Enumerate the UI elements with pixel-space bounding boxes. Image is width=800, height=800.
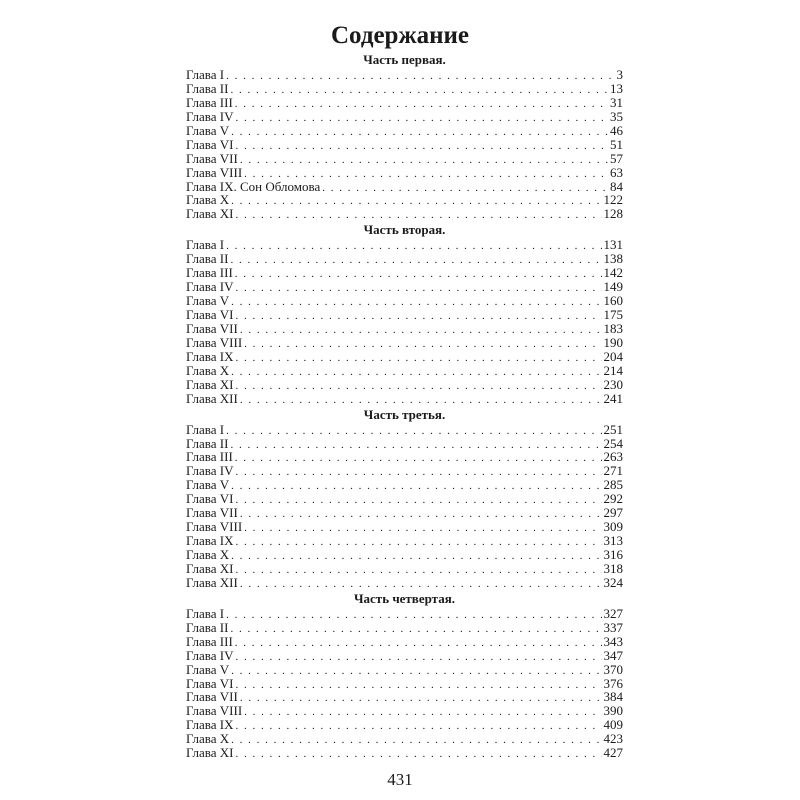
dot-leader <box>244 166 608 180</box>
chapter-title: Глава V <box>186 662 230 677</box>
dot-leader <box>322 180 608 194</box>
toc-entry[interactable] <box>186 280 623 294</box>
toc-entry[interactable] <box>186 548 623 562</box>
chapter-title: Глава X <box>186 548 230 562</box>
dot-leader <box>236 110 609 124</box>
chapter-page-number: 254 <box>603 436 623 451</box>
chapter-title: Глава II <box>186 252 229 267</box>
chapter-page-number: 138 <box>603 252 623 267</box>
dot-leader <box>236 280 602 294</box>
dot-leader <box>226 607 601 621</box>
chapter-page-number: 131 <box>603 238 623 253</box>
dot-leader <box>235 635 602 649</box>
chapter-page-number: 13 <box>610 81 623 96</box>
toc-entry[interactable] <box>186 635 623 649</box>
chapter-title: Глава IV <box>186 464 234 479</box>
toc-entry[interactable] <box>186 336 623 350</box>
chapter-page-number: 390 <box>603 704 623 719</box>
chapter-title: Глава VII <box>186 151 238 166</box>
chapter-page-number: 175 <box>603 308 623 322</box>
chapter-page-number: 324 <box>603 575 623 590</box>
dot-leader <box>240 576 602 590</box>
chapter-page-number: 122 <box>603 193 623 208</box>
dot-leader <box>231 294 601 308</box>
toc-part-section <box>186 221 623 405</box>
dot-leader <box>236 138 609 152</box>
chapter-page-number: 183 <box>603 321 623 336</box>
dot-leader <box>231 548 601 562</box>
chapter-page-number: 337 <box>603 620 623 635</box>
chapter-title: Глава XI <box>186 377 234 392</box>
chapter-title: Глава III <box>186 95 233 110</box>
toc-entry[interactable] <box>186 193 623 207</box>
part-heading: Часть вторая. <box>363 222 446 238</box>
chapter-title: Глава VIII <box>186 335 243 350</box>
chapter-page-number: 35 <box>610 109 623 124</box>
toc-entry[interactable] <box>186 576 623 590</box>
chapter-title: Глава X <box>186 193 230 208</box>
toc-entry[interactable] <box>186 392 623 406</box>
chapter-title: Глава XI <box>186 207 234 222</box>
chapter-page-number: 230 <box>603 377 623 392</box>
chapter-title: Глава X <box>186 732 230 747</box>
chapter-title: Глава I <box>186 68 225 82</box>
chapter-title: Глава II <box>186 436 229 451</box>
chapter-page-number: 318 <box>603 561 623 576</box>
chapter-page-number: 46 <box>610 123 623 138</box>
toc-entry[interactable] <box>186 207 623 221</box>
dot-leader <box>236 464 602 478</box>
toc-entry[interactable] <box>186 649 623 663</box>
chapter-title: Глава I <box>186 422 225 437</box>
chapter-title: Глава XI <box>186 746 234 761</box>
dot-leader <box>236 562 602 576</box>
toc-entry[interactable] <box>186 378 623 392</box>
chapter-title: Глава VI <box>186 308 234 322</box>
dot-leader <box>240 392 602 406</box>
dot-leader <box>231 193 601 207</box>
dot-leader <box>231 663 601 677</box>
toc-entry[interactable] <box>186 492 623 506</box>
part-heading: Часть третья. <box>363 406 446 422</box>
toc-entry[interactable] <box>186 663 623 677</box>
chapter-page-number: 3 <box>616 68 623 82</box>
dot-leader <box>244 520 601 534</box>
chapter-page-number: 251 <box>603 422 623 437</box>
chapter-page-number: 409 <box>603 718 623 733</box>
dot-leader <box>231 124 608 138</box>
chapter-title: Глава IX. Сон Обломова <box>186 179 321 194</box>
toc-entry[interactable] <box>186 746 623 760</box>
chapter-page-number: 292 <box>603 492 623 507</box>
toc-entry[interactable] <box>186 621 623 635</box>
chapter-page-number: 84 <box>610 179 623 194</box>
chapter-title: Глава X <box>186 363 230 378</box>
toc-entry[interactable] <box>186 308 623 322</box>
toc-entry[interactable] <box>186 677 623 691</box>
chapter-title: Глава VIII <box>186 165 243 180</box>
dot-leader <box>235 266 602 280</box>
chapter-title: Глава II <box>186 620 229 635</box>
chapter-title: Глава VII <box>186 506 238 521</box>
part-heading: Часть четвертая. <box>354 590 455 606</box>
toc-entry[interactable] <box>186 138 623 152</box>
toc-entry[interactable] <box>186 534 623 548</box>
toc-entry[interactable] <box>186 607 623 621</box>
chapter-page-number: 297 <box>603 506 623 521</box>
dot-leader <box>236 350 602 364</box>
chapter-title: Глава V <box>186 294 230 308</box>
chapter-title: Глава VI <box>186 137 234 152</box>
toc-part-section <box>186 406 623 590</box>
page-title: Содержание <box>330 21 469 49</box>
dot-leader <box>236 718 602 732</box>
chapter-page-number: 149 <box>603 280 623 295</box>
chapter-title: Глава XII <box>186 575 238 590</box>
toc-entry[interactable] <box>186 450 623 464</box>
toc-entry[interactable] <box>186 423 623 437</box>
chapter-page-number: 142 <box>603 266 623 281</box>
dot-leader <box>226 238 601 252</box>
toc-entry[interactable] <box>186 252 623 266</box>
chapter-page-number: 214 <box>603 363 623 378</box>
toc-entry[interactable] <box>186 180 623 194</box>
chapter-title: Глава IX <box>186 534 234 548</box>
toc-entry[interactable] <box>186 238 623 252</box>
toc-entry[interactable] <box>186 124 623 138</box>
toc-entry[interactable] <box>186 152 623 166</box>
chapter-page-number: 160 <box>603 294 623 308</box>
dot-leader <box>240 322 602 336</box>
toc-entry[interactable] <box>186 266 623 280</box>
chapter-page-number: 313 <box>603 534 623 548</box>
toc-entry[interactable] <box>186 322 623 336</box>
chapter-title: Глава VI <box>186 492 234 507</box>
chapter-page-number: 376 <box>603 676 623 691</box>
chapter-title: Глава IV <box>186 109 234 124</box>
toc-entry[interactable] <box>186 350 623 364</box>
chapter-page-number: 241 <box>603 391 623 406</box>
chapter-page-number: 31 <box>610 95 623 110</box>
chapter-title: Глава VII <box>186 690 238 705</box>
dot-leader <box>236 746 602 760</box>
toc-entry[interactable] <box>186 110 623 124</box>
toc-entry[interactable] <box>186 68 623 82</box>
chapter-title: Глава III <box>186 450 233 465</box>
toc-entry[interactable] <box>186 704 623 718</box>
chapter-page-number: 128 <box>603 207 623 222</box>
chapter-title: Глава IX <box>186 349 234 364</box>
chapter-page-number: 285 <box>603 478 623 493</box>
toc-entry[interactable] <box>186 294 623 308</box>
dot-leader <box>230 252 601 266</box>
dot-leader <box>236 649 602 663</box>
chapter-page-number: 271 <box>603 464 623 479</box>
part-heading: Часть первая. <box>363 52 446 67</box>
dot-leader <box>236 677 602 691</box>
chapter-title: Глава IV <box>186 280 234 295</box>
chapter-page-number: 316 <box>603 548 623 562</box>
dot-leader <box>235 450 602 464</box>
dot-leader <box>226 68 614 82</box>
dot-leader <box>230 437 601 451</box>
dot-leader <box>240 690 602 704</box>
dot-leader <box>240 152 608 166</box>
dot-leader <box>236 534 602 548</box>
dot-leader <box>244 336 601 350</box>
chapter-page-number: 51 <box>610 137 623 152</box>
toc-entry[interactable] <box>186 437 623 451</box>
dot-leader <box>226 423 601 437</box>
dot-leader <box>236 207 602 221</box>
dot-leader <box>236 378 602 392</box>
dot-leader <box>231 732 601 746</box>
chapter-title: Глава I <box>186 238 225 253</box>
toc-entry[interactable] <box>186 732 623 746</box>
chapter-title: Глава V <box>186 478 230 493</box>
chapter-page-number: 423 <box>603 732 623 747</box>
toc-entry[interactable] <box>186 718 623 732</box>
chapter-title: Глава XII <box>186 391 238 406</box>
toc-entry[interactable] <box>186 166 623 180</box>
toc-entry[interactable] <box>186 520 623 534</box>
dot-leader <box>235 96 608 110</box>
chapter-page-number: 263 <box>603 450 623 465</box>
toc-entry[interactable] <box>186 478 623 492</box>
chapter-title: Глава I <box>186 606 225 621</box>
toc-entry[interactable] <box>186 464 623 478</box>
chapter-page-number: 204 <box>603 349 623 364</box>
chapter-title: Глава VI <box>186 676 234 691</box>
toc-entry[interactable] <box>186 82 623 96</box>
chapter-page-number: 427 <box>603 746 623 761</box>
chapter-title: Глава VIII <box>186 520 243 535</box>
toc-entry[interactable] <box>186 506 623 520</box>
chapter-page-number: 309 <box>603 520 623 535</box>
chapter-page-number: 343 <box>603 634 623 649</box>
dot-leader <box>236 492 602 506</box>
chapter-page-number: 63 <box>610 165 623 180</box>
toc-entry[interactable] <box>186 96 623 110</box>
toc-entry[interactable] <box>186 364 623 378</box>
dot-leader <box>230 82 608 96</box>
dot-leader <box>240 506 602 520</box>
toc-entry[interactable] <box>186 562 623 576</box>
chapter-page-number: 384 <box>603 690 623 705</box>
toc-part-section <box>186 51 623 221</box>
chapter-page-number: 347 <box>603 648 623 663</box>
chapter-title: Глава V <box>186 123 230 138</box>
chapter-page-number: 327 <box>603 606 623 621</box>
dot-leader <box>244 704 601 718</box>
chapter-title: Глава IX <box>186 718 234 733</box>
chapter-title: Глава IV <box>186 648 234 663</box>
chapter-title: Глава VII <box>186 321 238 336</box>
chapter-title: Глава III <box>186 634 233 649</box>
chapter-title: Глава VIII <box>186 704 243 719</box>
dot-leader <box>231 478 601 492</box>
toc-part-section <box>186 590 623 760</box>
toc-entry[interactable] <box>186 690 623 704</box>
chapter-title: Глава III <box>186 266 233 281</box>
table-of-contents <box>186 51 623 760</box>
dot-leader <box>231 364 601 378</box>
dot-leader <box>236 308 602 322</box>
page-number: 431 <box>387 770 413 789</box>
chapter-title: Глава II <box>186 81 229 96</box>
chapter-page-number: 370 <box>603 662 623 677</box>
dot-leader <box>230 621 601 635</box>
chapter-page-number: 57 <box>610 151 623 166</box>
chapter-title: Глава XI <box>186 561 234 576</box>
chapter-page-number: 190 <box>603 335 623 350</box>
